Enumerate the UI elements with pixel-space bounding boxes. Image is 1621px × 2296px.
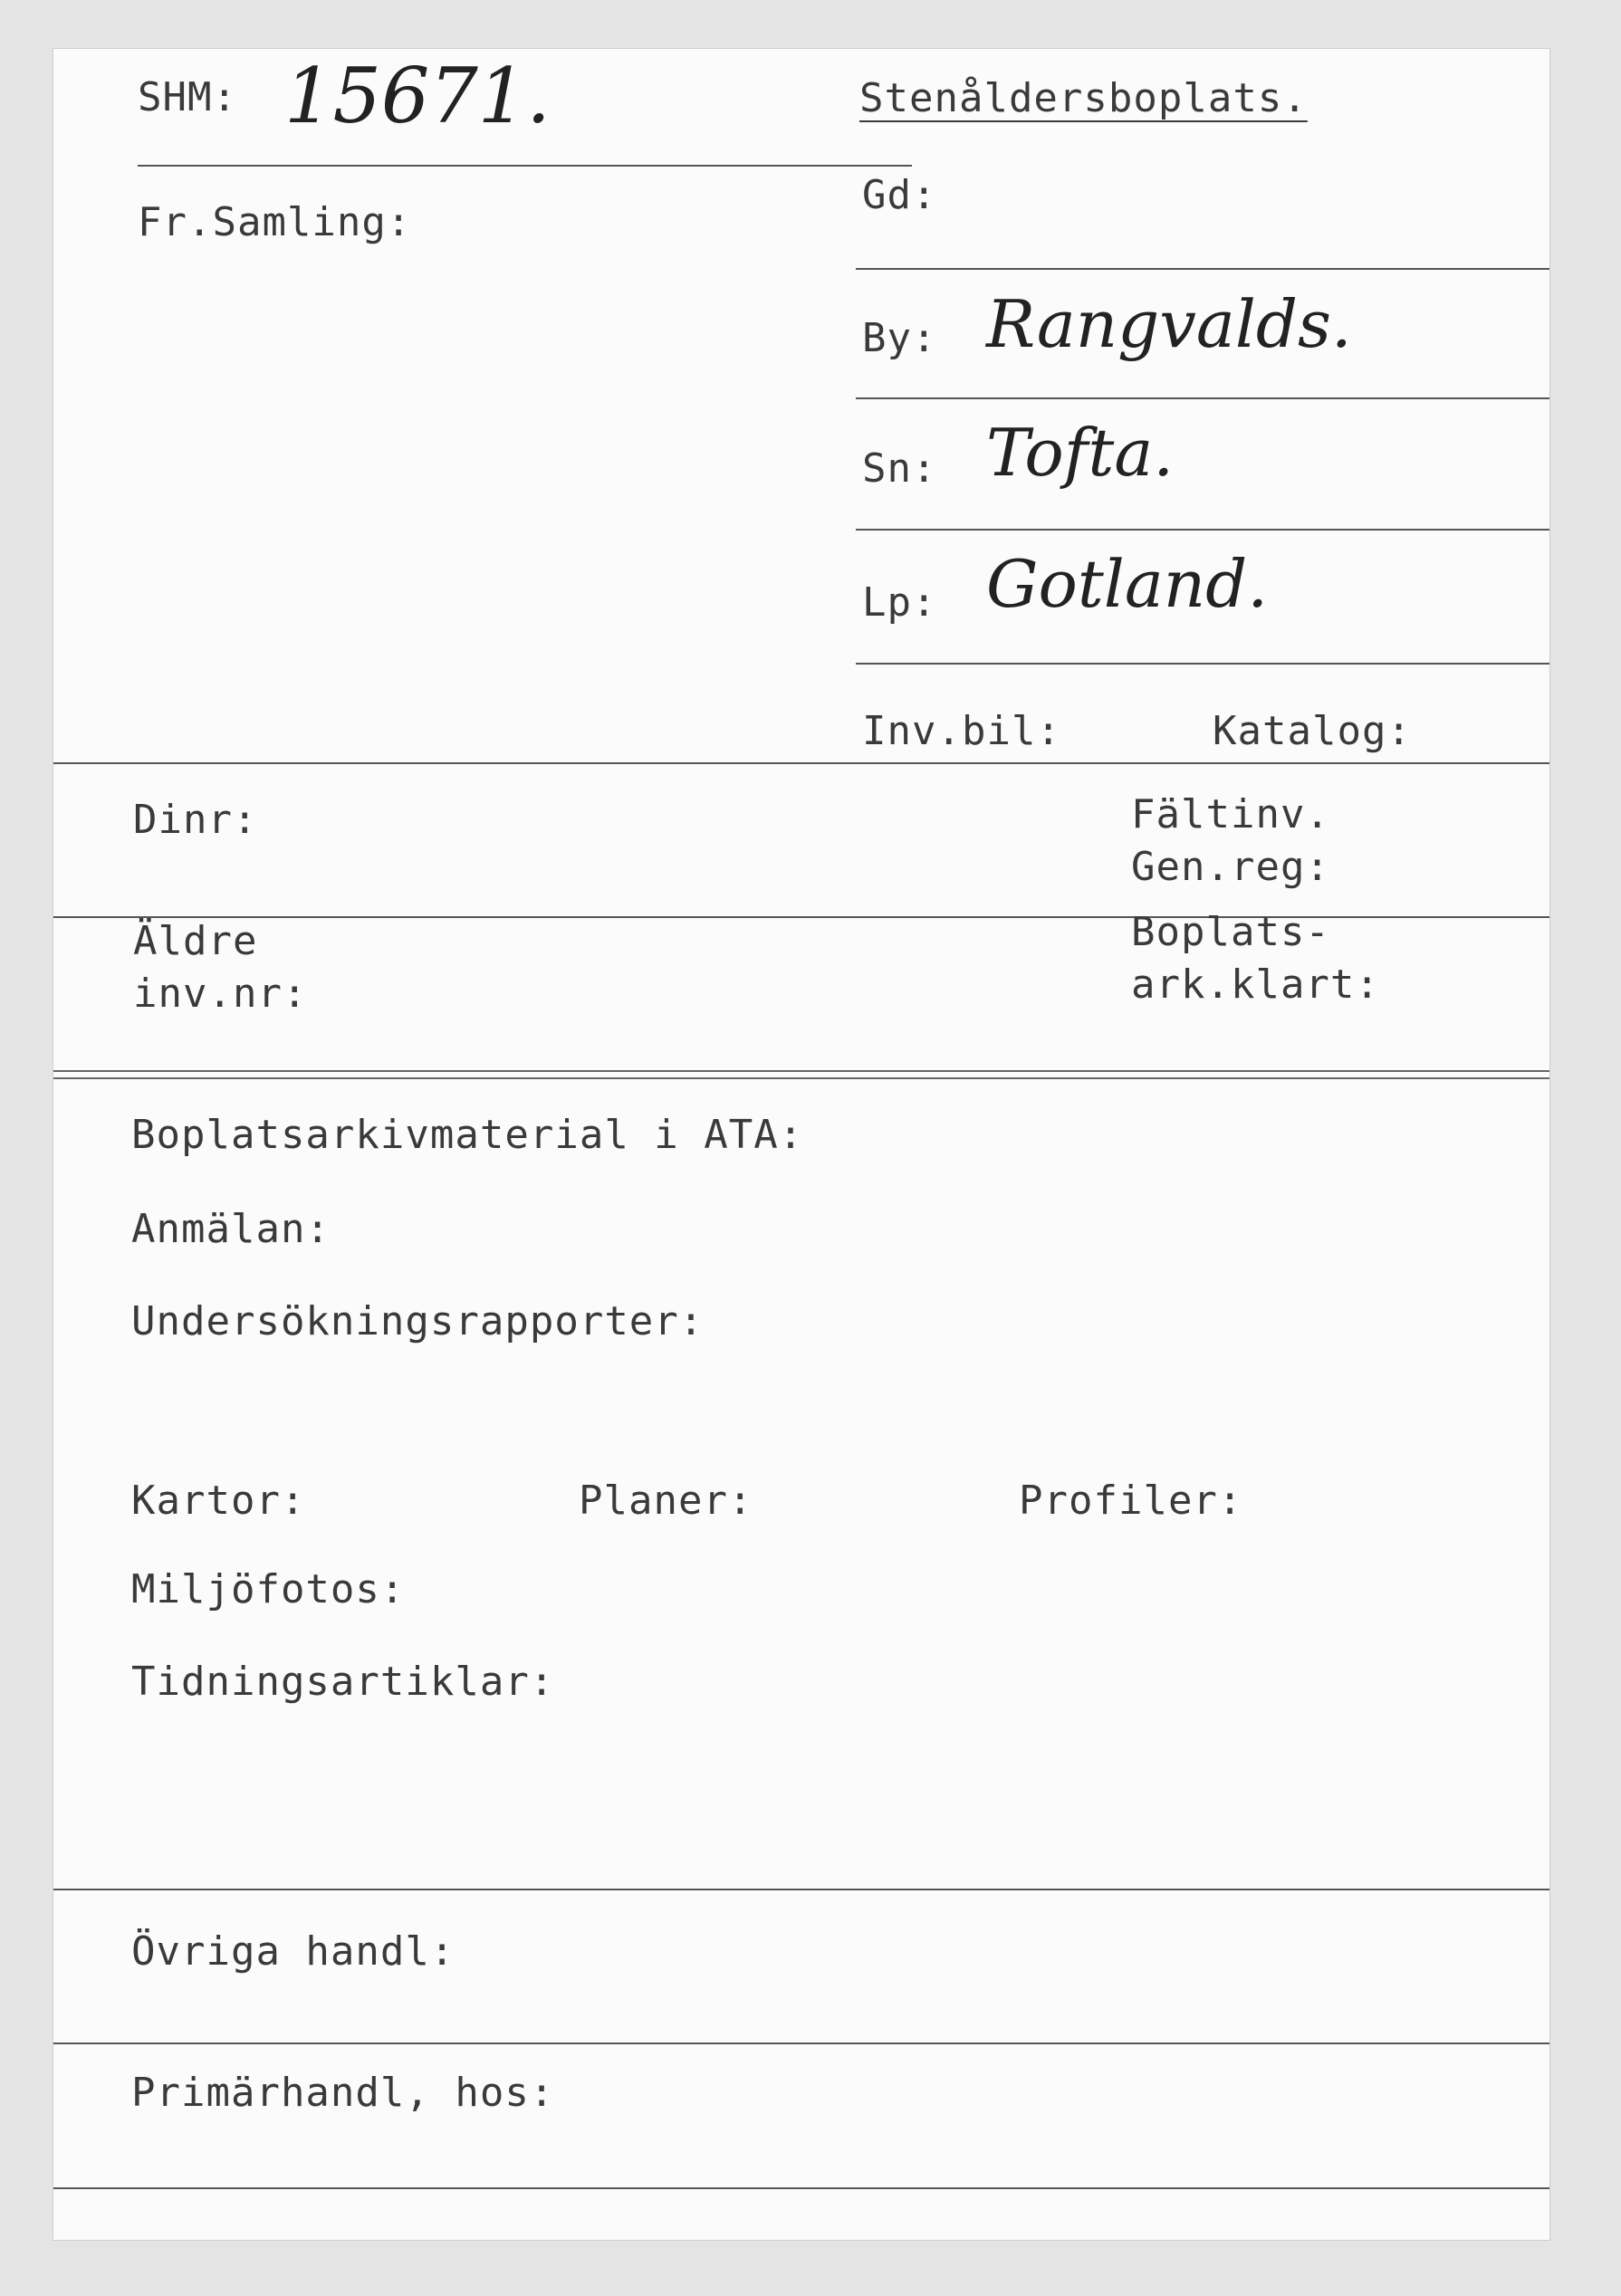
anmalan-label: Anmälan: (131, 1206, 331, 1252)
sn-line (856, 529, 1549, 531)
boplats-label: Boplats- (1131, 909, 1330, 955)
lp-line (856, 663, 1549, 665)
fr-samling-label: Fr.Samling: (138, 199, 412, 245)
kartor-label: Kartor: (131, 1478, 306, 1524)
arkklart-label: ark.klart: (1131, 961, 1380, 1008)
double-divider (53, 1070, 1549, 1079)
section-divider-5 (53, 2187, 1549, 2189)
site-type-title: Stenåldersboplats. (859, 75, 1308, 121)
gd-label: Gd: (862, 172, 937, 218)
gd-line (856, 268, 1549, 270)
inv-bil-label: Inv.bil: (862, 708, 1061, 754)
planer-label: Planer: (579, 1478, 753, 1524)
section-divider-3 (53, 1889, 1549, 1890)
section-divider-1 (53, 762, 1549, 764)
by-label: By: (862, 315, 937, 361)
undersokning-label: Undersökningsrapporter: (131, 1298, 705, 1344)
dinr-label: Dinr: (133, 797, 258, 843)
sn-label: Sn: (862, 445, 937, 492)
lp-label: Lp: (862, 579, 937, 626)
miljofotos-label: Miljöfotos: (131, 1566, 406, 1612)
ovriga-label: Övriga handl: (131, 1928, 456, 1975)
primar-label: Primärhandl, hos: (131, 2070, 555, 2116)
shm-label: SHM: (138, 74, 237, 120)
section-divider-4 (53, 2042, 1549, 2044)
invnr-label: inv.nr: (133, 971, 308, 1017)
by-line (856, 397, 1549, 399)
sn-value-handwritten: Tofta. (986, 415, 1175, 491)
lp-value-handwritten: Gotland. (986, 546, 1269, 622)
faltinv-label: Fältinv. (1131, 791, 1330, 837)
shm-underline (138, 165, 912, 167)
katalog-label: Katalog: (1213, 708, 1412, 754)
genreg-label: Gen.reg: (1131, 844, 1330, 890)
aldre-label: Äldre (133, 918, 258, 964)
archive-card (53, 49, 1549, 2240)
shm-number-handwritten: 15671. (284, 52, 551, 140)
profiler-label: Profiler: (1019, 1478, 1243, 1524)
by-value-handwritten: Rangvalds. (986, 286, 1352, 362)
archive-heading: Boplatsarkivmaterial i ATA: (131, 1112, 804, 1158)
tidning-label: Tidningsartiklar: (131, 1659, 555, 1705)
